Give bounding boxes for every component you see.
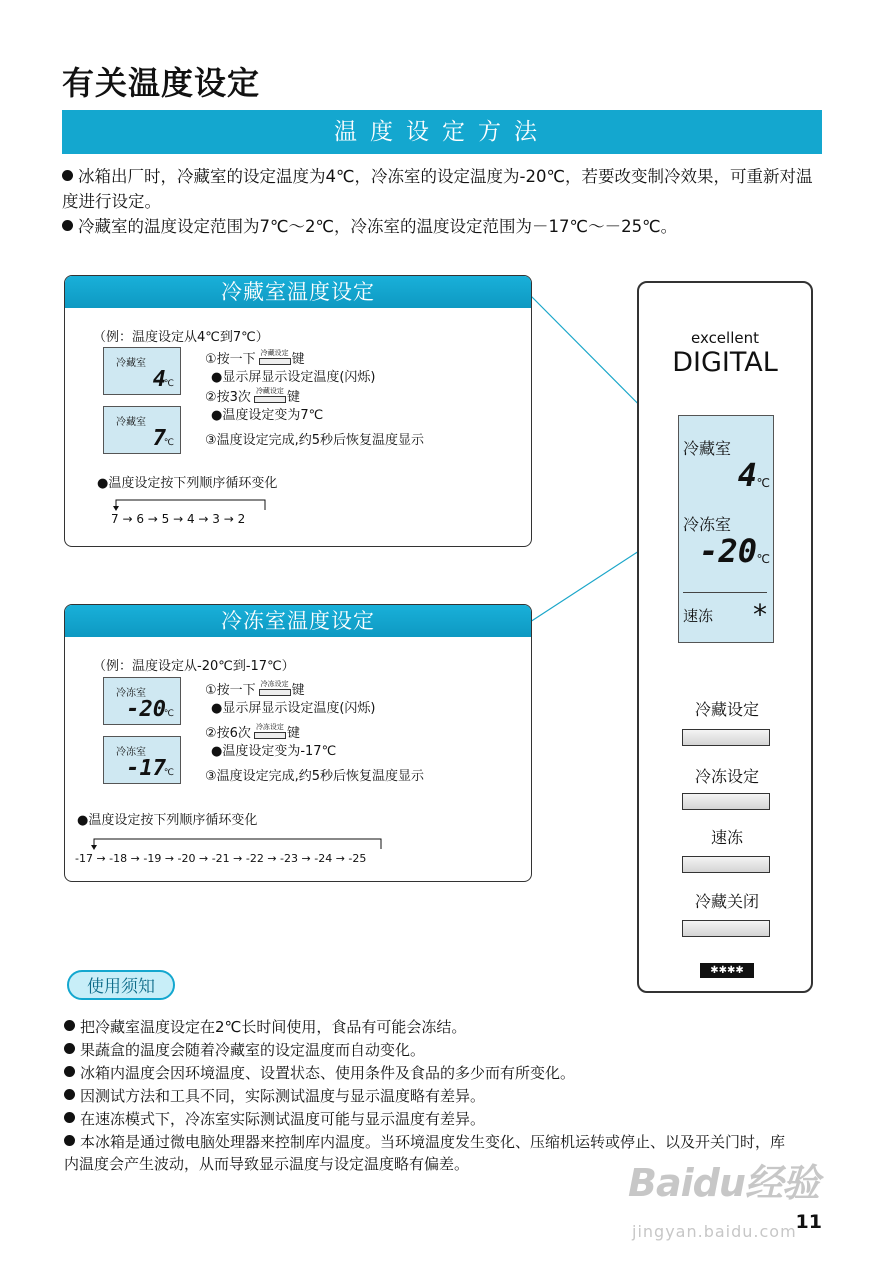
- lcd-digit: -20: [126, 697, 166, 722]
- note-item: 因测试方法和工具不同，实际测试温度与显示温度略有差异。: [64, 1085, 804, 1107]
- fridge-step1: ①按一下 冷藏设定 键: [205, 349, 305, 367]
- freezer-box-title: 冷冻室温度设定: [65, 605, 531, 637]
- freezer-step2: ②按6次 冷冻设定 键: [205, 723, 300, 741]
- fridge-sequence: 7 → 6 → 5 → 4 → 3 → 2: [111, 512, 246, 526]
- bullet-icon: [64, 1043, 75, 1054]
- fridge-box-title: 冷藏室温度设定: [65, 276, 531, 308]
- lcd-label: 冷藏室: [116, 417, 146, 428]
- freezer-step1: ①按一下 冷冻设定 键: [205, 680, 305, 698]
- bullet-icon: [62, 170, 73, 181]
- key-icon: 冷藏设定: [259, 351, 289, 365]
- freezer-setting-button[interactable]: [682, 793, 770, 810]
- display-freezer-value: -20: [699, 532, 757, 570]
- display-fridge-label: 冷藏室: [683, 439, 732, 458]
- freezer-lcd-before: [103, 677, 181, 725]
- freezer-example: （例：温度设定从-20℃到-17℃）: [93, 659, 295, 674]
- lcd-label: 冷冻室: [116, 688, 146, 699]
- lcd-digit: 4: [152, 367, 166, 392]
- note-item: 本冰箱是通过微电脑处理器来控制库内温度。当环境温度发生变化、压缩机运转或停止、以及开关门时，库内温度会产生波动，从而导致显示温度与设定温度略有偏差。: [64, 1133, 786, 1173]
- fridge-setting-box: [64, 275, 532, 547]
- bullet-icon: [64, 1112, 75, 1123]
- lcd-unit: ℃: [163, 768, 174, 778]
- watermark-url: jingyan.baidu.com: [632, 1222, 797, 1241]
- section-banner: 温度设定方法: [62, 110, 822, 154]
- display-freezer-unit: ℃: [756, 552, 770, 566]
- freezer-setting-label: 冷冻设定: [694, 767, 759, 786]
- bullet-icon: [64, 1020, 75, 1031]
- intro-item: 冷藏室的温度设定范围为7℃～2℃，冷冻室的温度设定范围为－17℃～－25℃。: [62, 214, 824, 239]
- freezer-lcd-after: [103, 736, 181, 784]
- fridge-cycle-note: ●温度设定按下列顺序循环变化: [97, 476, 278, 491]
- fridge-step2-note: ●温度设定变为7℃: [211, 408, 324, 423]
- lcd-unit: ℃: [163, 379, 174, 389]
- freezer-step3: ③温度设定完成,约5秒后恢复温度显示: [205, 769, 425, 784]
- bullet-icon: [62, 220, 73, 231]
- key-icon: 冷藏设定: [254, 389, 284, 403]
- freezer-sequence: -17 → -18 → -19 → -20 → -21 → -22 → -23 → -24 → -25: [75, 852, 367, 865]
- bullet-icon: [64, 1135, 75, 1146]
- fridge-step1-note: ●显示屏显示设定温度(闪烁): [211, 370, 376, 385]
- display-quick-label: 速冻: [683, 607, 714, 625]
- fridge-example: （例：温度设定从4℃到7℃）: [93, 330, 269, 345]
- freezer-cycle-arrow: [89, 837, 389, 851]
- lcd-unit: ℃: [163, 438, 174, 448]
- freezer-step2-note: ●温度设定变为-17℃: [211, 744, 337, 759]
- lcd-label: 冷冻室: [116, 747, 146, 758]
- brand-small: excellent: [690, 329, 759, 347]
- display-divider: [683, 592, 767, 593]
- fridge-step2: ②按3次 冷藏设定 键: [205, 387, 300, 405]
- intro-item: 冰箱出厂时，冷藏室的设定温度为4℃，冷冻室的设定温度为-20℃，若要改变制冷效果，可重新对温度进行设定。: [62, 167, 813, 211]
- lcd-label: 冷藏室: [116, 358, 146, 369]
- fridge-lcd-before: [103, 347, 181, 395]
- page-title: 有关温度设定: [62, 64, 261, 102]
- fridge-cycle-arrow: [111, 498, 271, 512]
- quick-freeze-label: 速冻: [710, 828, 743, 847]
- note-item: 果蔬盒的温度会随着冷藏室的设定温度而自动变化。: [64, 1039, 804, 1061]
- star-rating-badge: ✱✱✱✱: [700, 963, 754, 978]
- fridge-setting-button[interactable]: [682, 729, 770, 746]
- notes-title: 使用须知: [67, 970, 175, 1000]
- key-icon: 冷冻设定: [254, 725, 284, 739]
- display-freezer-label: 冷冻室: [683, 515, 732, 534]
- display-fridge-value: 4: [737, 456, 757, 494]
- display-fridge-unit: ℃: [756, 476, 770, 490]
- display-screen: [678, 415, 774, 643]
- freezer-cycle-note: ●温度设定按下列顺序循环变化: [77, 813, 258, 828]
- fridge-step3: ③温度设定完成,约5秒后恢复温度显示: [205, 433, 425, 448]
- quick-freeze-button[interactable]: [682, 856, 770, 873]
- key-icon: 冷冻设定: [259, 682, 289, 696]
- display-quick-symbol: *: [753, 598, 767, 631]
- brand-big: DIGITAL: [672, 347, 778, 378]
- watermark-logo: Baidu经验: [628, 1161, 819, 1205]
- fridge-off-button[interactable]: [682, 920, 770, 937]
- freezer-step1-note: ●显示屏显示设定温度(闪烁): [211, 701, 376, 716]
- lcd-unit: ℃: [163, 709, 174, 719]
- lcd-digit: -17: [126, 756, 166, 781]
- fridge-off-label: 冷藏关闭: [694, 892, 759, 911]
- control-panel: [637, 281, 813, 993]
- bullet-icon: [64, 1066, 75, 1077]
- fridge-setting-label: 冷藏设定: [694, 700, 759, 719]
- lcd-digit: 7: [152, 426, 166, 451]
- note-item: 在速冻模式下，冷冻室实际测试温度可能与显示温度有差异。: [64, 1108, 804, 1130]
- page-number: 11: [795, 1211, 822, 1233]
- bullet-icon: [64, 1089, 75, 1100]
- fridge-lcd-after: [103, 406, 181, 454]
- note-item: 冰箱内温度会因环境温度、设置状态、使用条件及食品的多少而有所变化。: [64, 1062, 804, 1084]
- note-item: 把冷藏室温度设定在2℃长时间使用，食品有可能会冻结。: [64, 1016, 804, 1038]
- freezer-setting-box: [64, 604, 532, 882]
